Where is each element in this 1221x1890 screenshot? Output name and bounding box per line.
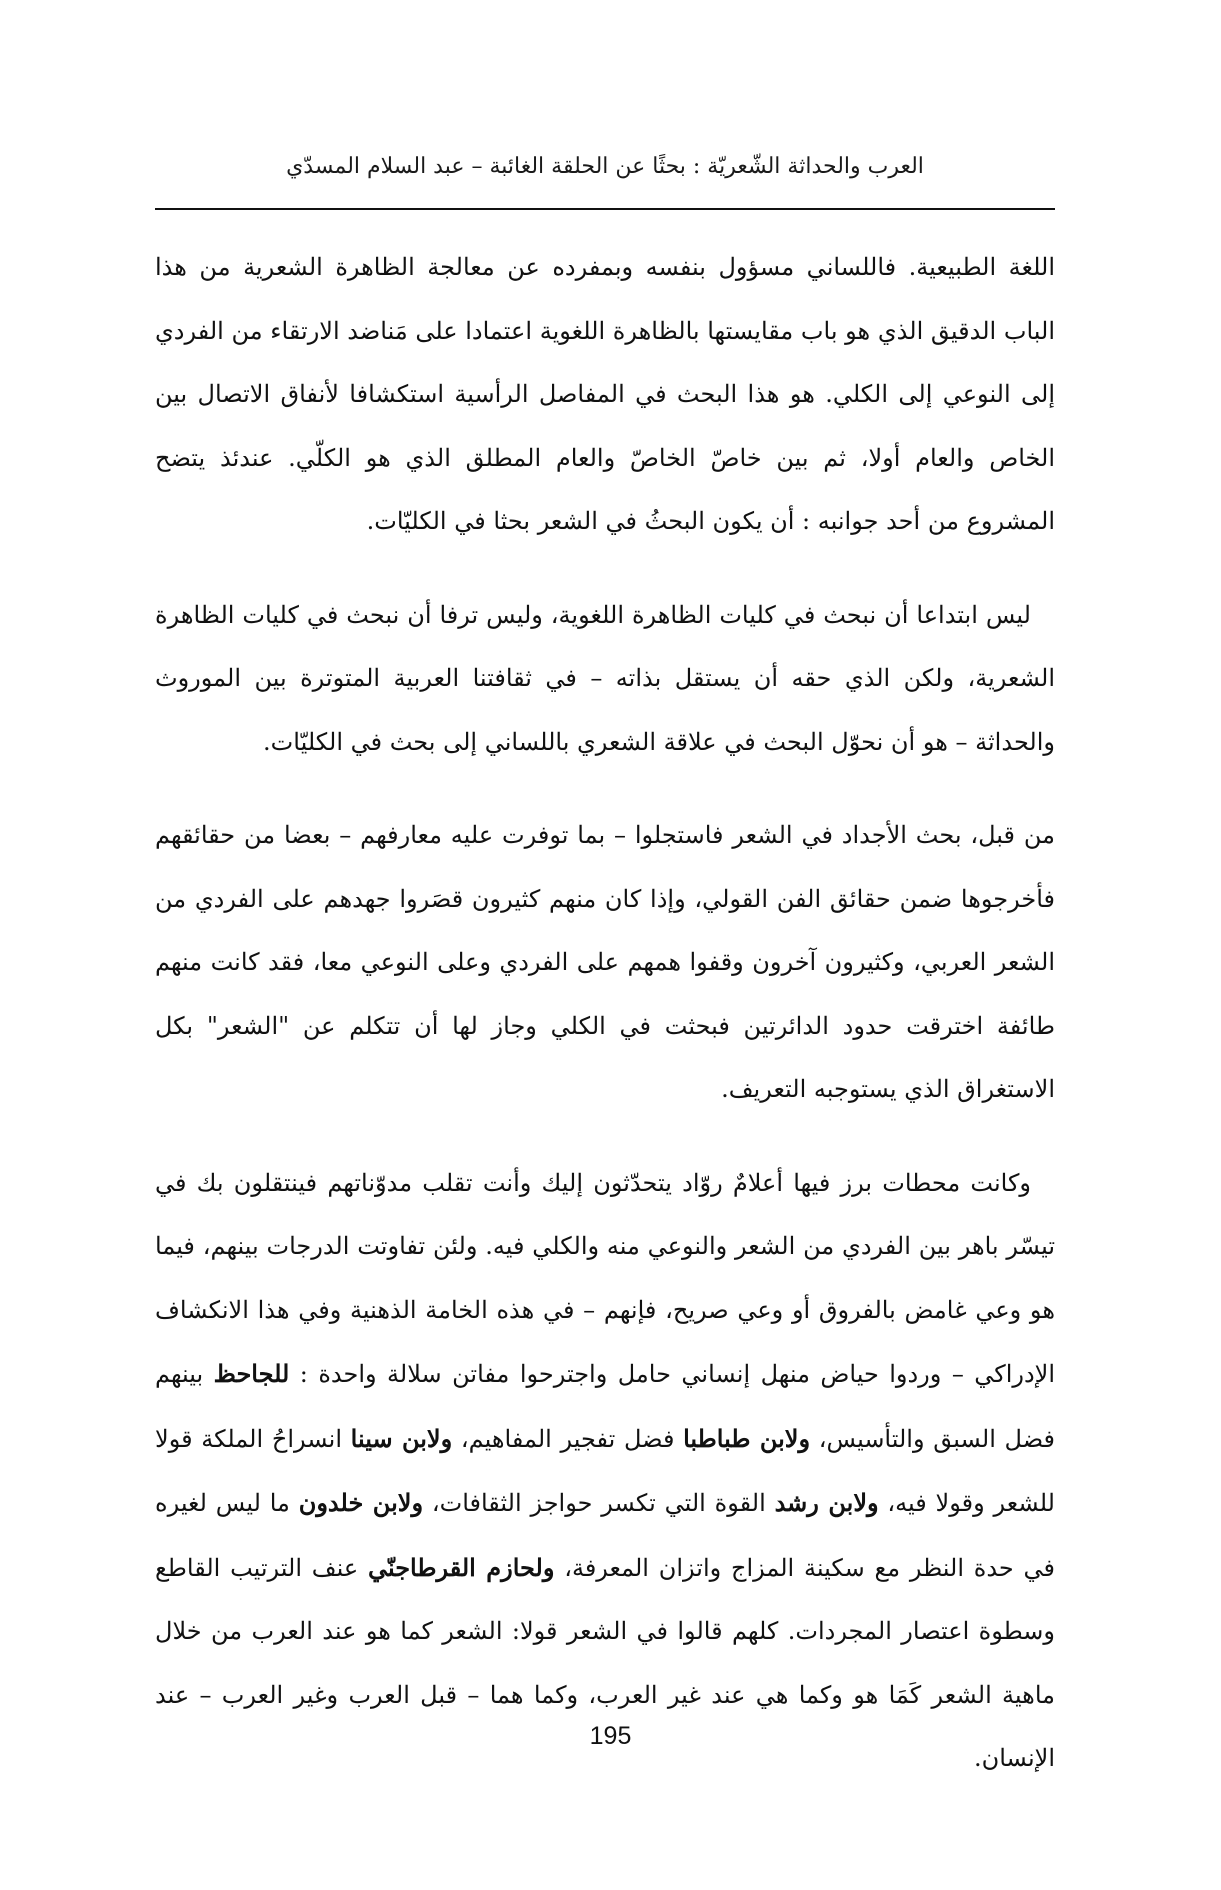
paragraph-4-text: انسراحُ الملكة قولا للشعر وقولا فيه، (155, 1424, 1055, 1517)
name-ibn-tabataba: ولابن طباطبا (683, 1423, 811, 1453)
paragraph-4 (155, 1152, 1055, 1791)
body-text (155, 236, 1055, 1821)
name-ibn-khaldun: ولابن خلدون (298, 1488, 424, 1517)
paragraph-3: من قبل، بحث الأجداد في الشعر فاستجلوا – بما توفرت عليه معارفهم – بعضا من حقائقهم فأخرجوها ضمن حقائق الفن القولي، وإذا كان منهم كثيرون قصَروا جهدهم على الفردي من الشعر العربي، وكثيرون آخرون وقفوا همهم على الفردي وعلى النوعي معا، فقد كانت منهم طائفة اخترقت حدود الدائرتين فبحثت في الكلي وجاز لها أن تتكلم عن "الشعر" بكل الاستغراق الذي يستوجبه التعريف. (155, 821, 1056, 1103)
name-ibn-sina: ولابن سينا (350, 1423, 453, 1453)
name-hazim-alqartajanni: ولحازم القرطاجنّي (367, 1552, 555, 1582)
running-header: العرب والحداثة الشّعريّة : بحثًا عن الحلقة الغائبة – عبد السلام المسدّي (286, 154, 924, 179)
header-divider (155, 208, 1055, 210)
name-ibn-rushd: ولابن رشد (774, 1488, 879, 1517)
paragraph-4-text: ما ليس لغيره في حدة النظر مع سكينة المزاج واتزان المعرفة، (155, 1489, 1055, 1582)
paragraph-4-text: بينهم فضل السبق والتأسيس، (155, 1360, 1056, 1453)
name-aljahiz: للجاحظ (213, 1359, 290, 1388)
paragraph-4-text: عنف الترتيب القاطع وسطوة اعتصار المجردات. كلهم قالوا في الشعر قولا: الشعر كما هو عند العرب من خلال ماهية الشعر كَمَا هو وكما هي عند غير العرب، وكما هما – قبل العرب وغير العرب – عند الإنسان. (155, 1553, 1055, 1772)
paragraph-4-text: وكانت محطات برز فيها أعلامٌ روّاد يتحدّثون إليك وأنت تقلب مدوّناتهم فينتقلون بك في تيسّر باهر بين الفردي من الشعر والنوعي منه والكلي فيه. ولئن تفاوتت الدرجات بينهم، فيما هو وعي غامض بالفروق أو وعي صريح، فإنهم – في هذه الخامة الذهنية وفي هذا الانكشاف الإدراكي – وردوا حياض منهل إنساني حامل واجترحوا مفاتن سلالة واحدة : (155, 1168, 1056, 1388)
page-number: 195 (589, 1722, 632, 1750)
paragraph-2: ليس ابتداعا أن نبحث في كليات الظاهرة اللغوية، وليس ترفا أن نبحث في كليات الظاهرة الشعرية، ولكن الذي حقه أن يستقل بذاته – في ثقافتنا العربية المتوترة بين الموروث والحداثة – هو أن نحوّل البحث في علاقة الشعري باللساني إلى بحث في الكليّات. (155, 600, 1055, 756)
paragraph-1: اللغة الطبيعية. فاللساني مسؤول بنفسه وبمفرده عن معالجة الظاهرة الشعرية من هذا الباب الدقيق الذي هو باب مقايستها بالظاهرة اللغوية اعتمادا على مَناضد الارتقاء من الفردي إلى النوعي إلى الكلي. هو هذا البحث في المفاصل الرأسية استكشافا لأنفاق الاتصال بين الخاص والعام أولا، ثم بين خاصّ الخاصّ والعام المطلق الذي هو الكلّي. عندئذ يتضح المشروع من أحد جوانبه : أن يكون البحثُ في الشعر بحثا في الكليّات. (155, 253, 1056, 535)
paragraph-4-text: فضل تفجير المفاهيم، (452, 1424, 684, 1453)
paragraph-4-text: القوة التي تكسر حواجز الثقافات، (423, 1489, 775, 1517)
